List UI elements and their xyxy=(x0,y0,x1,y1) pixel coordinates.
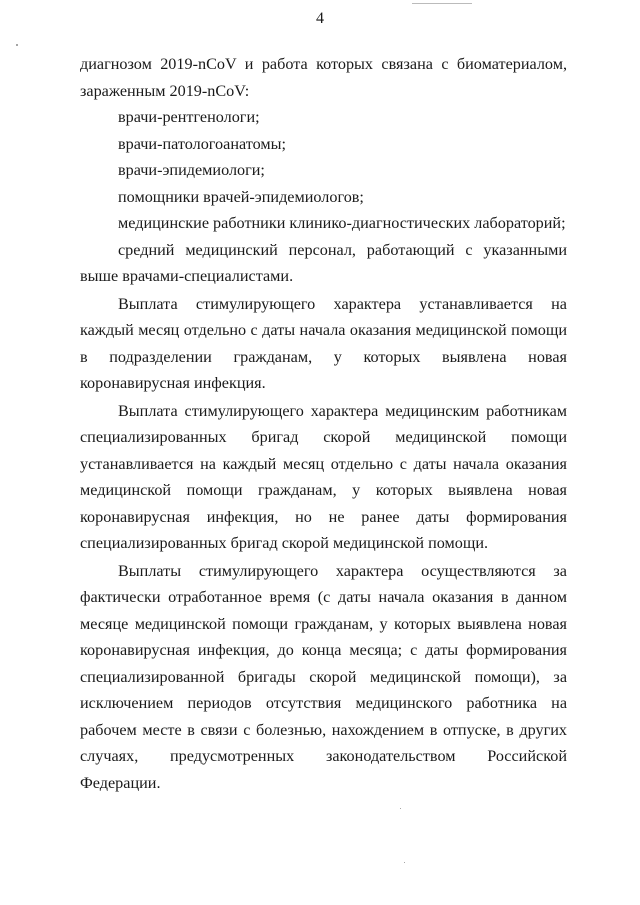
paragraph-payment-actual-time: Выплаты стимулирующего характера осуществляются за фактически отработанное время (с даты начала оказания в данном месяце медицинской помощи гражданам, у которых выявлена новая коронавирусная инфекция, до конца месяца; с даты формирования специализированной бригады скорой медицинской помощи), за исключением периодов отсутствия медицинского работника на рабочем месте в связи с болезнью, нахождением в отпуске, в других случаях, предусмотренных законодательством Российской Федерации. xyxy=(80,561,567,792)
list-item-radiologists: врачи-рентгенологи; xyxy=(118,108,260,126)
list-item-pathologists: врачи-патологоанатомы; xyxy=(118,134,287,153)
page-number: 4 xyxy=(316,10,324,27)
scan-artifact-dot xyxy=(404,862,405,863)
paragraph-payment-monthly: Выплата стимулирующего характера устанавливается на каждый месяц отдельно с даты начала оказания медицинской помощи в подразделении гражданам, у которых выявлена новая коронавирусная инфекция. xyxy=(80,294,567,392)
paragraph-payment-ambulance: Выплата стимулирующего характера медицинским работникам специализированных бригад скорой медицинской помощи устанавливается на каждый месяц отдельно с даты начала оказания медицинской помощи гражданам, у которых выявлена новая коронавирусная инфекция, но не ранее даты формирования специализированных бригад скорой медицинской помощи. xyxy=(80,401,567,552)
paragraph-continuation: диагнозом 2019-nCoV и работа которых связана с биоматериалом, зараженным 2019-nCoV: xyxy=(80,55,567,100)
list-item-epidemiologist-assistants: помощники врачей-эпидемиологов; xyxy=(118,187,364,206)
document-body xyxy=(80,51,567,796)
scan-artifact-top-right xyxy=(412,3,472,4)
scan-artifact-dot xyxy=(400,808,401,809)
list-item-nursing-staff: средний медицинский персонал, работающий с указанными выше врачами-специалистами. xyxy=(80,240,567,285)
scan-artifact-dot xyxy=(16,44,18,46)
list-item-lab-workers: медицинские работники клинико-диагностических лабораторий; xyxy=(118,214,566,232)
list-item-epidemiologists: врачи-эпидемиологи; xyxy=(118,161,265,179)
